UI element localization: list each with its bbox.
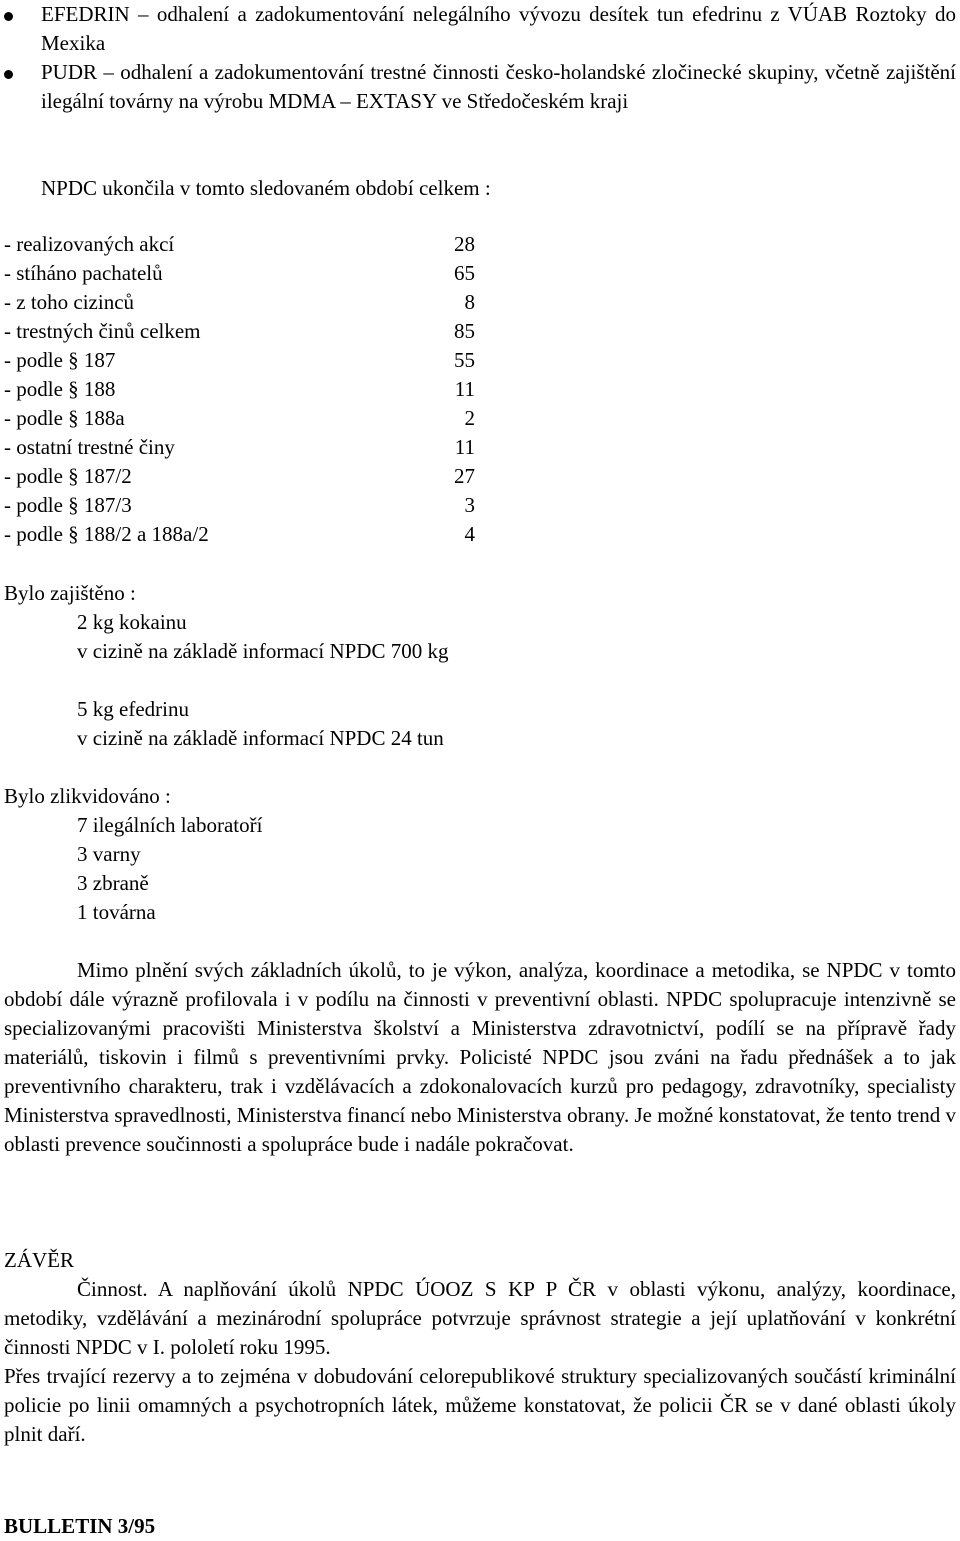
prevention-paragraph: Mimo plnění svých základních úkolů, to je výkon, analýza, koordinace a metodika, se NPDC v tomto období dále výrazně profilovala i v podílu na činnosti v preventivní oblasti. NPDC spolupracuje intenzivně se specializovanými pracovišti Ministerstva školství a Ministerstva zdravotnictví, podílí se na přípravě řady materiálů, tiskovin i filmů s preventivními prvky. Policisté NPDC jsou zváni na řadu přednášek a to jak preventivního charakteru, trak i vzdělávacích a zdokonalovacích kurzů pro pedagogy, zdravotníky, specialisty Ministerstva spravedlnosti, Ministerstva financí nebo Ministerstva obrany. Je možné konstatovat, že tento trend v oblasti prevence součinnosti a spolupráce bude i nadále pokračovat. bbox=[4, 958, 956, 1156]
stat-value: 2 bbox=[464, 406, 475, 430]
seized-item: v cizině na základě informací NPDC 700 kg bbox=[77, 639, 449, 663]
stat-label: - stíháno pachatelů bbox=[4, 261, 163, 285]
case-bullet-list bbox=[4, 0, 956, 116]
stat-row bbox=[4, 375, 484, 404]
liquidated-item: 3 varny bbox=[77, 842, 141, 866]
stat-row bbox=[4, 520, 484, 549]
seized-item: v cizině na základě informací NPDC 24 tun bbox=[77, 726, 444, 750]
liquidated-item: 1 továrna bbox=[77, 900, 156, 924]
liquidated-item: 3 zbraně bbox=[77, 871, 149, 895]
stat-value: 8 bbox=[464, 290, 475, 314]
stat-value: 85 bbox=[454, 319, 475, 343]
stat-label: - podle § 187/3 bbox=[4, 493, 132, 517]
stat-row bbox=[4, 259, 484, 288]
stat-label: - podle § 188 bbox=[4, 377, 116, 401]
stat-label: - trestných činů celkem bbox=[4, 319, 201, 343]
stat-label: - podle § 187 bbox=[4, 348, 116, 372]
liquidated-item: 7 ilegálních laboratoří bbox=[77, 813, 263, 837]
stat-value: 27 bbox=[454, 464, 475, 488]
conclusion-paragraph-2: Přes trvající rezervy a to zejména v dobudování celorepublikové struktury specializovaných součástí kriminální policie po linii omamných a psychotropních látek, můžeme konstatovat, že policii ČR se v dané oblasti úkoly plnit daří. bbox=[4, 1364, 956, 1446]
stat-row bbox=[4, 433, 484, 462]
seized-item: 5 kg efedrinu bbox=[77, 697, 189, 721]
stat-row bbox=[4, 404, 484, 433]
stat-value: 3 bbox=[464, 493, 475, 517]
stat-label: - podle § 187/2 bbox=[4, 464, 132, 488]
seized-heading: Bylo zajištěno : bbox=[4, 581, 136, 605]
stat-label: - ostatní trestné činy bbox=[4, 435, 175, 459]
stat-value: 28 bbox=[454, 232, 475, 256]
liquidated-heading: Bylo zlikvidováno : bbox=[4, 784, 171, 808]
conclusion-paragraph-1: Činnost. A naplňování úkolů NPDC ÚOOZ S KP P ČR v oblasti výkonu, analýzy, koordinace, metodiky, vzdělávání a mezinárodní spolupráce potvrzuje správnost strategie a její uplatňování v konkrétní činnosti NPDC v I. pololetí roku 1995. bbox=[4, 1277, 956, 1359]
stat-row bbox=[4, 317, 484, 346]
stat-row bbox=[4, 491, 484, 520]
stat-value: 11 bbox=[454, 377, 475, 401]
bullet-dot-icon bbox=[4, 12, 13, 21]
bullet-item-pudr bbox=[4, 58, 956, 116]
bullet-text: EFEDRIN – odhalení a zadokumentování nelegálního vývozu desítek tun efedrinu z VÚAB Roztoky do Mexika bbox=[41, 2, 956, 55]
bullet-text: PUDR – odhalení a zadokumentování trestné činnosti česko-holandské zločinecké skupiny, včetně zajištění ilegální továrny na výrobu MDMA – EXTASY ve Středočeském kraji bbox=[41, 60, 956, 113]
stat-label: - podle § 188a bbox=[4, 406, 125, 430]
stat-value: 11 bbox=[454, 435, 475, 459]
seized-item: 2 kg kokainu bbox=[77, 610, 187, 634]
stat-value: 55 bbox=[454, 348, 475, 372]
stat-value: 65 bbox=[454, 261, 475, 285]
stats-table bbox=[4, 230, 484, 549]
stat-row bbox=[4, 288, 484, 317]
stat-label: - realizovaných akcí bbox=[4, 232, 175, 256]
bullet-item-efedrin bbox=[4, 0, 956, 58]
bullet-dot-icon bbox=[4, 70, 13, 79]
stat-row bbox=[4, 346, 484, 375]
stat-value: 4 bbox=[464, 522, 475, 546]
bulletin-footer: BULLETIN 3/95 bbox=[4, 1514, 156, 1538]
stat-row bbox=[4, 230, 484, 259]
stat-label: - podle § 188/2 a 188a/2 bbox=[4, 522, 209, 546]
conclusion-heading: ZÁVĚR bbox=[4, 1248, 74, 1272]
stat-label: - z toho cizinců bbox=[4, 290, 135, 314]
summary-intro: NPDC ukončila v tomto sledovaném období celkem : bbox=[41, 176, 491, 200]
stat-row bbox=[4, 462, 484, 491]
